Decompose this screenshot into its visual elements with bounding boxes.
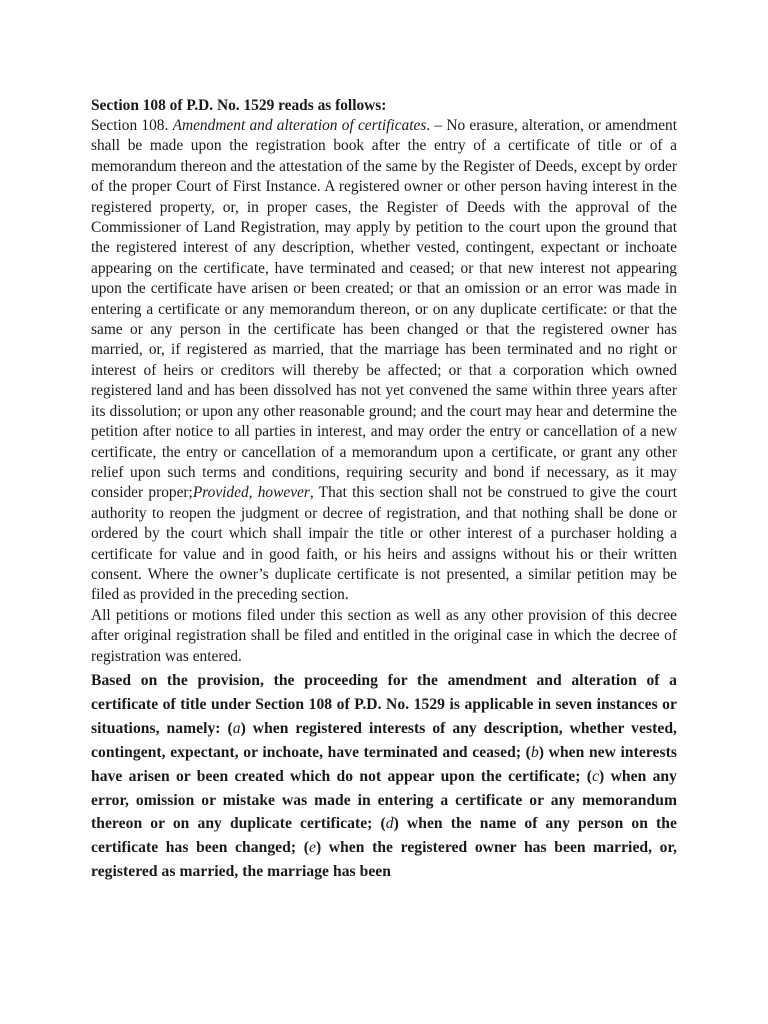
section-body-1: No erasure, alteration, or amendment shall be made upon the registration book after the entry of a certificate of title or of a memorandum thereon and the attestation of the same by the Register of Deeds, except by order of the proper Court of First Instance. A registered owner or other person having interest in the registered property, or, in proper cases, the Register of Deeds with the approval of the Commissioner of Land Registration, may apply by petition to the court upon the ground that the registered interest of any description, whether vested, contingent, expectant or inchoate appearing on the certificate, have terminated and ceased; or that new interest not appearing upon the certificate have arisen or been created; or that an omission or an error was made in entering a certificate or any memorandum thereon, or on any duplicate certificate: or that the same or any person in the certificate has been changed or that the registered owner has married, or, if registered as married, that the marriage has been terminated and no right or interest of heirs or creditors will thereby be affected; or that a corporation which owned registered land and has been dissolved has not yet convened the same within three years after its dissolution; or upon any other reasonable ground; and the court may hear and determine the petition after notice to all parties in interest, and may order the entry or cancellation of a new certificate, the entry or cancellation of a memorandum upon a certificate, or grant any other relief upon such terms and conditions, requiring security and bond if necessary, as it may consider proper;	[91, 117, 677, 502]
item-letter-d: d	[385, 815, 394, 833]
item-text-b: ) when new interests have arisen or been created which do not appear upon the certificate; (	[91, 743, 678, 785]
item-text-d: ) when the name of any person on the certificate has been changed; (	[91, 815, 677, 857]
item-letter-e: e	[308, 839, 316, 857]
section-108-text	[91, 116, 677, 606]
proviso-phrase: Provided, however	[192, 484, 310, 502]
analysis-paragraph	[91, 669, 677, 884]
section-title: Amendment and alteration of certificates	[172, 117, 427, 134]
item-letter-a: a	[232, 719, 241, 737]
item-text-c: ) when any error, omission or mistake was made in entering a certificate or any memorandum thereon or on any duplicate certificate; (	[91, 767, 677, 833]
document-page	[91, 96, 677, 884]
item-text-a: ) when registered interests of any description, whether vested, contingent, expectant, or inchoate, have terminated and ceased; (	[91, 719, 677, 761]
section-body-2: , That this section shall not be construed to give the court authority to reopen the judgment or decree of registration, and that nothing shall be done or ordered by the court which shall impair the title or other interest of a purchaser holding a certificate for value and in good faith, or his heirs and assigns without his or their written consent. Where the owner’s duplicate certificate is not presented, a similar petition may be filed as provided in the preceding section.	[91, 484, 677, 604]
item-text-e: ) when the registered owner has been married, or, registered as married, the marriage has been	[91, 839, 678, 881]
analysis-intro: Based on the provision, the proceeding for the amendment and alteration of a certificate of title under Section 108 of P.D. No. 1529 is applicable in seven instances or situations, namely: (	[91, 671, 677, 737]
item-letter-b: b	[530, 743, 539, 761]
section-dash: . –	[426, 117, 447, 134]
petitions-paragraph: All petitions or motions filed under this section as well as any other provision of this decree after original registration shall be filed and entitled in the original case in which the decree of registration was entered.	[91, 606, 677, 665]
item-letter-c: c	[592, 767, 600, 785]
section-lead: Section 108.	[91, 117, 173, 134]
section-heading: Section 108 of P.D. No. 1529 reads as follows:	[91, 97, 387, 114]
